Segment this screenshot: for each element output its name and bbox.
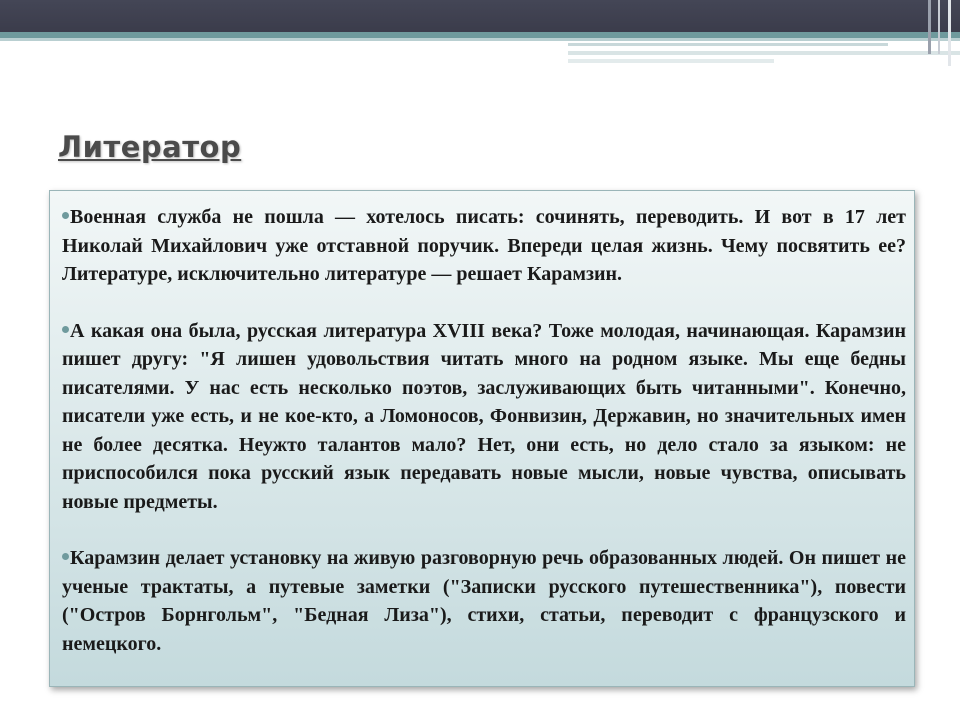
top-banner [0, 0, 960, 32]
decorative-bar [948, 0, 951, 66]
content-box [49, 190, 915, 687]
paragraph [62, 544, 906, 658]
decorative-stripe [568, 51, 960, 55]
accent-line-thin [0, 38, 960, 41]
paragraph-text: Карамзин делает установку на живую разговорную речь образованных людей. Он пишет не ученые трактаты, а путевые заметки ("Записки русского путешественника"), повести ("Остров Борнгольм", "Бедная Лиза"), стихи, статьи, переводит с французского и немецкого. [62, 547, 906, 655]
slide-title: Литератор [58, 130, 242, 164]
paragraph-text: А какая она была, русская литература XVIII века? Тоже молодая, начинающая. Карамзин пишет другу: "Я лишен удовольствия читать много на родном языке. Мы еще бедны писателями. У нас есть несколько поэтов, заслуживающих быть читанными". Конечно, писатели уже есть, и не кое-кто, а Ломоносов, Фонвизин, Державин, но значительных имен не более десятка. Неужто талантов мало? Нет, они есть, но дело стало за языком: не приспособился пока русский язык передавать новые мысли, новые чувства, описывать новые предметы. [62, 319, 906, 513]
decorative-stripe [568, 59, 774, 63]
decorative-bar [928, 0, 931, 54]
decorative-stripe [568, 43, 888, 46]
paragraph-text: Военная служба не пошла — хотелось писать: сочинять, переводить. И вот в 17 лет Николай Михайлович уже отставной поручик. Впереди целая жизнь. Чему посвятить ее? Литературе, исключительно литературе — решает Карамзин. [62, 206, 906, 285]
paragraph [62, 317, 906, 517]
bullet-icon [62, 212, 69, 219]
decorative-bar [938, 0, 940, 54]
bullet-icon [62, 326, 69, 333]
paragraph [62, 203, 906, 289]
bullet-icon [62, 553, 69, 560]
